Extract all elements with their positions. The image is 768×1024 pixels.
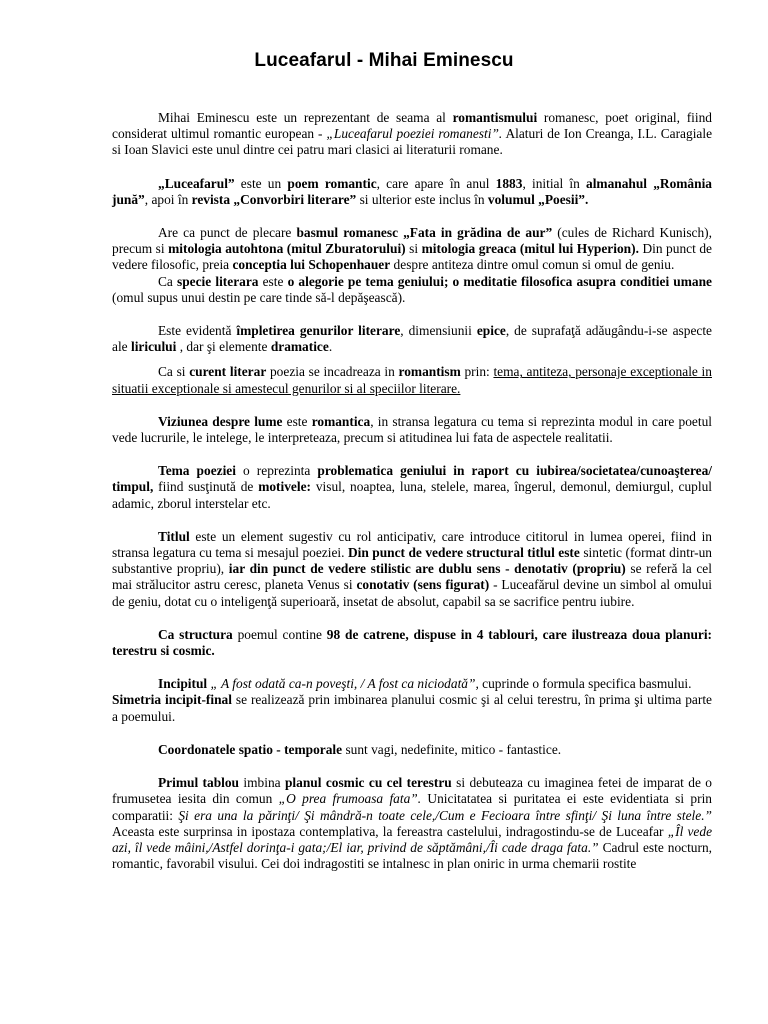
text: , initial în bbox=[522, 175, 586, 191]
bold-text: mitologia autohtona (mitul Zburatorului) bbox=[168, 241, 406, 257]
text: fiind susţinută de bbox=[153, 479, 259, 495]
italic-text: „Luceafarul poeziei romanesti”. bbox=[326, 126, 503, 142]
bold-text: împletirea genurilor literare bbox=[236, 323, 401, 339]
bold-text: epice bbox=[476, 323, 506, 339]
bold-text: curent literar bbox=[189, 364, 267, 380]
bold-text: romantismului bbox=[452, 110, 538, 125]
bold-text: Titlul bbox=[158, 528, 190, 544]
bold-text: revista „Convorbiri literare” bbox=[191, 191, 357, 207]
text: (omul supus unui destin pe care tinde să-l depăşească). bbox=[112, 289, 406, 305]
text: , apoi în bbox=[144, 191, 192, 207]
paragraph-coordinates bbox=[112, 742, 712, 758]
text: se referă la cel mai strălucitor astru ceresc, planeta Venus si bbox=[112, 561, 712, 593]
text: , care apare în anul bbox=[376, 175, 496, 191]
bold-text: planul cosmic cu cel terestru bbox=[284, 775, 452, 791]
bold-text: romantica bbox=[311, 413, 371, 429]
text: Mihai Eminescu este un reprezentant de seama al bbox=[158, 110, 453, 125]
paragraph-genres bbox=[112, 323, 712, 355]
bold-text: romantism bbox=[398, 364, 461, 380]
italic-text: „O prea frumoasa fata”. bbox=[278, 791, 422, 807]
text: , in stransa legatura cu tema si reprezinta modul in care poetul vede lucrurile, le intelege, le interpreteaza, precum si atitudinea lui fata de aspectele realitatii. bbox=[112, 413, 713, 446]
bold-text: specie literara bbox=[177, 273, 259, 289]
paragraph-sources bbox=[112, 225, 712, 274]
bold-text: mitologia greaca (mitul lui Hyperion). bbox=[421, 241, 639, 257]
text: , de suprafaţă adăugându-i-se aspecte ale bbox=[112, 323, 712, 355]
text: imbina bbox=[239, 775, 285, 791]
paragraph-intro bbox=[112, 110, 712, 159]
bold-text: 1883 bbox=[495, 175, 523, 191]
text: si bbox=[405, 241, 422, 257]
text: Ca bbox=[158, 273, 178, 289]
bold-text: Viziunea despre lume bbox=[158, 413, 283, 429]
text: este bbox=[282, 413, 312, 429]
text: . bbox=[328, 339, 333, 355]
text: prin: bbox=[460, 364, 494, 380]
bold-text: volumul „Poesii”. bbox=[487, 191, 589, 207]
bold-text: o alegorie pe tema geniului; o meditatie filosofica asupra conditiei umane bbox=[287, 273, 712, 289]
italic-text: „ A fost odată ca-n poveşti, / A fost ca niciodată”, bbox=[207, 676, 479, 692]
bold-text: Tema poeziei bbox=[158, 463, 236, 479]
bold-text: 98 de catrene, dispuse in 4 tablouri, care ilustreaza doua planuri: terestru si cosmic. bbox=[112, 626, 713, 659]
text: Cadrul este nocturn, romantic, favorabil visului. Cei doi indragostiti se intalnesc in plan oniric in urma chemarii rostite bbox=[112, 839, 712, 872]
bold-text: Din punct de vedere structural titlul este bbox=[347, 545, 580, 561]
italic-text: „Îl vede azi, îl vede mâini,/Astfel dorinţa-i gata;/El iar, privind de săptămâni,/Îi cade draga fata.” bbox=[112, 823, 713, 855]
bold-text: Primul tablou bbox=[158, 775, 240, 791]
bold-text: almanahul „România jună” bbox=[112, 175, 712, 207]
text: (cules de Richard Kunisch), precum si bbox=[112, 225, 712, 257]
bold-text: poem romantic bbox=[287, 175, 377, 191]
bold-text: Simetria incipit-final bbox=[112, 692, 232, 708]
document-body bbox=[112, 110, 712, 872]
paragraph-worldview bbox=[112, 414, 712, 446]
text: sintetic (format dintr-un substantive propriu), bbox=[112, 545, 712, 577]
text: despre antiteza dintre omul comun si omul de geniu. bbox=[390, 257, 675, 273]
paragraph-first-tableau bbox=[112, 775, 712, 872]
underlined-text: tema, antiteza, personaje exceptionale in situatii exceptionale si amestecul genurilor si al speciilor literare. bbox=[112, 364, 712, 396]
text: este un element sugestiv cu rol anticipativ, care introduce cititorul in lumea operei, fiind in stransa legatura cu tema si mesajul poeziei. bbox=[112, 528, 712, 561]
text: visul, noaptea, luna, stelele, marea, îngerul, demonul, demiurgul, cuplul adamic, zborul interstelar etc. bbox=[112, 479, 712, 511]
bold-text: dramatice bbox=[270, 339, 329, 355]
text: Unicitatatea si puritatea ei este evidentiata si prin comparatii: bbox=[112, 791, 712, 823]
bold-text: iar din punct de vedere stilistic are dublu sens - denotativ (propriu) bbox=[228, 561, 626, 577]
text: , dar şi elemente bbox=[176, 339, 271, 355]
page-title: Luceafarul - Mihai Eminescu bbox=[254, 50, 514, 71]
text: Are ca punct de plecare bbox=[158, 225, 297, 241]
text: Ca si bbox=[158, 364, 190, 380]
text: este bbox=[258, 273, 288, 289]
paragraph-title-analysis bbox=[112, 529, 712, 610]
text: si debuteaza cu imaginea fetei de imparat de o frumusetea iesita din comun bbox=[112, 775, 712, 807]
bold-text: Incipitul bbox=[158, 676, 208, 692]
paragraph-species bbox=[112, 274, 712, 306]
bold-text: Coordonatele spatio - temporale bbox=[158, 741, 343, 757]
paragraph-literary-current bbox=[112, 364, 712, 396]
text: - Luceafărul devine un simbol al omului de geniu, dotat cu o inteligenţă superioară, insetat de absolut, capabil sa se sacrifice pentru iubire. bbox=[112, 577, 712, 609]
bold-text: liricului bbox=[130, 339, 177, 355]
text: poezia se incadreaza in bbox=[266, 364, 399, 380]
text: romanesc, poet original, fiind considerat ultimul romantic european - bbox=[112, 110, 713, 142]
text: si ulterior este inclus în bbox=[356, 191, 488, 207]
bold-text: Ca structura bbox=[158, 626, 233, 642]
bold-text: basmul romanesc „Fata in grădina de aur” bbox=[296, 225, 553, 241]
text: , dimensiunii bbox=[400, 323, 477, 339]
bold-text: problematica geniului in raport cu iubirea/societatea/cunoaşterea/ timpul, bbox=[112, 463, 713, 495]
text: Din punct de vedere filosofic, preia bbox=[112, 241, 712, 273]
text: este un bbox=[234, 175, 288, 191]
text: se realizează prin imbinarea planului cosmic şi al celui terestru, în prima şi ultima parte a poemului. bbox=[112, 692, 712, 724]
paragraph-publication bbox=[112, 176, 712, 208]
bold-text: conceptia lui Schopenhauer bbox=[232, 257, 391, 273]
paragraph-theme bbox=[112, 463, 712, 512]
paragraph-structure bbox=[112, 627, 712, 659]
text: Este evidentă bbox=[158, 323, 237, 339]
bold-text: „Luceafarul” bbox=[158, 175, 235, 191]
text: cuprinde o formula specifica basmului. bbox=[478, 676, 692, 692]
text: Alaturi de Ion Creanga, I.L. Caragiale si Ioan Slavici este unul dintre cei patru mari clasici ai literaturii romane. bbox=[112, 126, 713, 158]
italic-text: Şi era una la părinţi/ Şi mândră-n toate cele,/Cum e Fecioara între sfinţi/ Şi luna între stele.” bbox=[178, 807, 712, 823]
bold-text: conotativ (sens figurat) bbox=[356, 577, 490, 593]
text: sunt vagi, nedefinite, mitico - fantastice. bbox=[342, 741, 562, 757]
text: Aceasta este surprinsa in ipostaza contemplativa, la fereastra castelului, indragostindu-se de Luceafar bbox=[112, 823, 668, 839]
paragraph-incipit bbox=[112, 676, 712, 725]
bold-text: motivele: bbox=[258, 479, 311, 495]
text: poemul contine bbox=[232, 626, 327, 642]
text: o reprezinta bbox=[235, 463, 318, 479]
